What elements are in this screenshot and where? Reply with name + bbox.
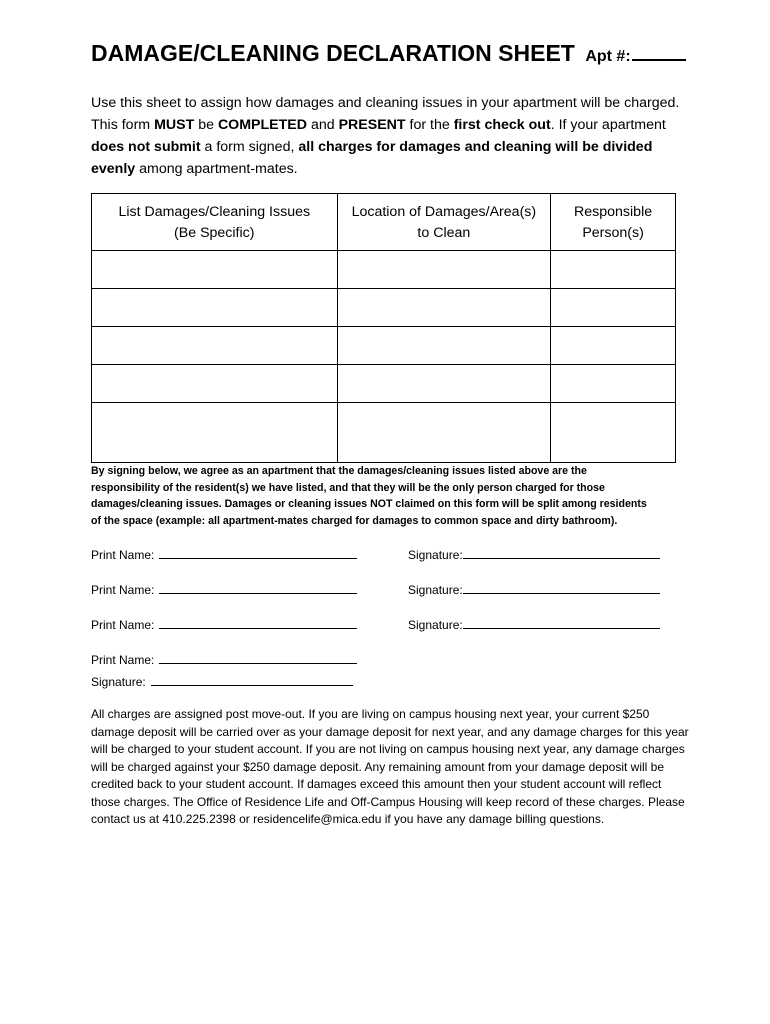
- header-line: Location of Damages/Area(s): [351, 204, 537, 220]
- location-cell[interactable]: [337, 251, 551, 289]
- table-row: [92, 403, 676, 463]
- location-cell[interactable]: [337, 327, 551, 365]
- intro-text: and: [307, 117, 339, 133]
- intro-text: Use this sheet to assign how damages and cleaning issues in your apartment will be charged. This form: [91, 95, 680, 133]
- intro-emphasis: all charges for damages and cleaning will be divided evenly: [91, 139, 653, 177]
- intro-emphasis: first check out: [453, 117, 551, 133]
- apt-number-field[interactable]: [632, 45, 686, 61]
- column-header-issues: [92, 194, 338, 251]
- person-cell[interactable]: [551, 251, 676, 289]
- signature-field[interactable]: [463, 547, 660, 559]
- person-cell[interactable]: [551, 327, 676, 365]
- agreement-statement: By signing below, we agree as an apartment that the damages/cleaning issues listed above are the responsibility of the resident(s) we have listed, and that they will be the only person charged for those damages/cleaning issues. Damages or cleaning issues NOT claimed on this form will be split among residents of the space (example: all apartment-mates charged for damages to common space and dirty bathroom).: [91, 465, 647, 527]
- person-cell[interactable]: [551, 403, 676, 463]
- issue-cell[interactable]: [92, 365, 338, 403]
- title-text: DAMAGE/CLEANING DECLARATION SHEET: [91, 40, 575, 66]
- signature-label: Signature:: [408, 618, 463, 632]
- person-cell[interactable]: [551, 289, 676, 327]
- header-line: (Be Specific): [174, 225, 255, 241]
- signature-field[interactable]: [151, 674, 353, 686]
- intro-text: for the: [405, 117, 454, 133]
- print-name-label: Print Name:: [91, 583, 155, 597]
- print-name-field[interactable]: [159, 547, 357, 559]
- billing-notice: All charges are assigned post move-out. If you are living on campus housing next year, your current $250 damage deposit will be carried over as your damage deposit for next year, and any damage charges for this year will be charged to your student account. If you are not living on campus housing next year, any damage charges will be charged against your $250 damage deposit. Any remaining amount from your damage deposit will be credited back to your student account. If damages exceed this amount then your student account will reflect those charges. The Office of Residence Life and Off-Campus Housing will keep record of these charges. Please contact us at 410.225.2398 or residencelife@mica.edu if you have any damage billing questions.: [91, 707, 689, 826]
- print-name-row-2: [91, 582, 357, 597]
- print-name-label: Print Name:: [91, 618, 155, 632]
- location-cell[interactable]: [337, 365, 551, 403]
- header-line: List Damages/Cleaning Issues: [118, 204, 311, 220]
- column-header-responsible: [551, 194, 676, 251]
- print-name-field[interactable]: [159, 652, 357, 664]
- signature-label: Signature:: [91, 675, 146, 689]
- table-row: [92, 289, 676, 327]
- column-header-location: [337, 194, 551, 251]
- page-title: [91, 40, 686, 67]
- issue-cell[interactable]: [92, 289, 338, 327]
- table-row: [92, 251, 676, 289]
- intro-text: among apartment-mates.: [135, 161, 298, 177]
- print-name-field[interactable]: [159, 617, 357, 629]
- intro-emphasis: MUST: [154, 117, 195, 133]
- print-name-field[interactable]: [159, 582, 357, 594]
- print-name-row-1: [91, 547, 357, 562]
- signature-row-2: [408, 582, 660, 597]
- damages-table: [91, 193, 676, 463]
- intro-text: be: [194, 117, 218, 133]
- issue-cell[interactable]: [92, 251, 338, 289]
- table-header-row: [92, 194, 676, 251]
- signature-field[interactable]: [463, 582, 660, 594]
- print-name-label: Print Name:: [91, 548, 155, 562]
- intro-text: . If your apartment: [550, 117, 666, 133]
- intro-text: a form signed,: [200, 139, 299, 155]
- signature-label: Signature:: [408, 548, 463, 562]
- header-line: Person(s): [582, 225, 644, 241]
- signature-label: Signature:: [408, 583, 463, 597]
- print-name-label: Print Name:: [91, 653, 155, 667]
- instructions-paragraph: [91, 92, 691, 180]
- location-cell[interactable]: [337, 403, 551, 463]
- intro-emphasis: COMPLETED: [217, 117, 308, 133]
- print-name-row-4: [91, 652, 357, 667]
- print-name-row-3: [91, 617, 357, 632]
- signature-row-4: [91, 674, 353, 689]
- table-row: [92, 327, 676, 365]
- signature-row-3: [408, 617, 660, 632]
- issue-cell[interactable]: [92, 403, 338, 463]
- signature-row-1: [408, 547, 660, 562]
- person-cell[interactable]: [551, 365, 676, 403]
- issue-cell[interactable]: [92, 327, 338, 365]
- apt-number-label: Apt #:: [585, 48, 631, 65]
- table-row: [92, 365, 676, 403]
- intro-emphasis: does not submit: [91, 139, 201, 155]
- header-line: Responsible: [574, 204, 653, 220]
- intro-emphasis: PRESENT: [338, 117, 406, 133]
- location-cell[interactable]: [337, 289, 551, 327]
- signature-field[interactable]: [463, 617, 660, 629]
- header-line: to Clean: [417, 225, 471, 241]
